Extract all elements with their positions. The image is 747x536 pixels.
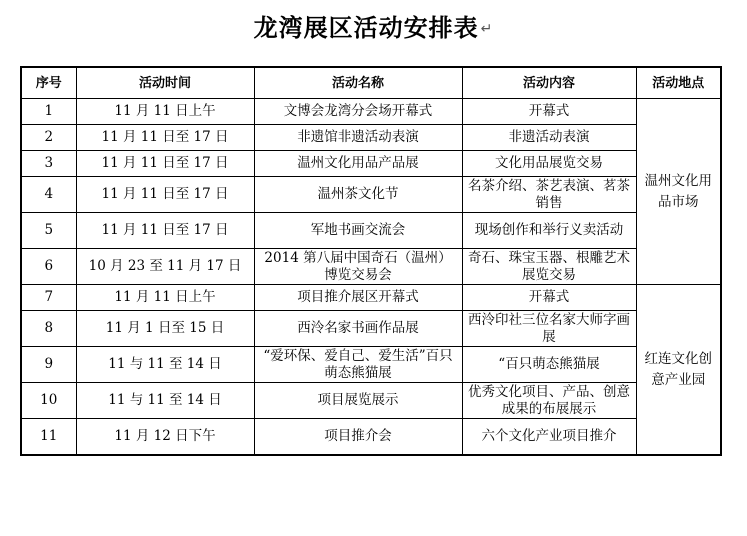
location-text: 红连文化创意产业园 <box>644 350 712 388</box>
header-content: 活动内容 <box>462 67 636 99</box>
table-row <box>21 151 721 177</box>
cell-time: 11 月 11 日至 17 日 <box>76 177 254 213</box>
cell-content: 现场创作和举行义卖活动 <box>462 213 636 249</box>
cell-no: 4 <box>21 177 76 213</box>
location-text: 温州文化用品市场 <box>644 172 712 210</box>
cell-content: 六个文化产业项目推介 <box>462 419 636 456</box>
cell-no: 7 <box>21 285 76 311</box>
header-name: 活动名称 <box>254 67 462 99</box>
table-row <box>21 285 721 311</box>
cell-no: 8 <box>21 311 76 347</box>
title-text: 龙湾展区活动安排表 <box>253 14 479 42</box>
cell-time: 11 月 12 日下午 <box>76 419 254 456</box>
table-row <box>21 347 721 383</box>
cell-no: 10 <box>21 383 76 419</box>
cell-time: 11 与 11 至 14 日 <box>76 347 254 383</box>
cell-content: 开幕式 <box>462 285 636 311</box>
cell-name: 项目推介会 <box>254 419 462 456</box>
cell-time: 11 月 11 日上午 <box>76 99 254 125</box>
cell-content: 文化用品展览交易 <box>462 151 636 177</box>
activity-table <box>20 66 722 456</box>
cell-name: “爱环保、爱自己、爱生活”百只萌态熊猫展 <box>254 347 462 383</box>
header-location: 活动地点 <box>636 67 721 99</box>
cell-content: 非遗活动表演 <box>462 125 636 151</box>
table-row <box>21 99 721 125</box>
header-row <box>21 67 721 99</box>
cell-name: 文博会龙湾分会场开幕式 <box>254 99 462 125</box>
table-row <box>21 383 721 419</box>
cell-content: “百只萌态熊猫展 <box>462 347 636 383</box>
cell-no: 5 <box>21 213 76 249</box>
cell-content: 西泠印社三位名家大师字画展 <box>462 311 636 347</box>
paragraph-mark: ↵ <box>480 21 494 37</box>
table-row <box>21 419 721 456</box>
cell-no: 11 <box>21 419 76 456</box>
cell-no: 3 <box>21 151 76 177</box>
cell-no: 6 <box>21 249 76 285</box>
cell-time: 11 与 11 至 14 日 <box>76 383 254 419</box>
cell-no: 1 <box>21 99 76 125</box>
table-row <box>21 125 721 151</box>
cell-location <box>636 285 721 456</box>
cell-name: 项目展览展示 <box>254 383 462 419</box>
cell-name: 军地书画交流会 <box>254 213 462 249</box>
cell-no: 2 <box>21 125 76 151</box>
cell-content: 名茶介绍、茶艺表演、茗茶销售 <box>462 177 636 213</box>
cell-time: 11 月 11 日至 17 日 <box>76 213 254 249</box>
cell-name: 西泠名家书画作品展 <box>254 311 462 347</box>
cell-location <box>636 99 721 285</box>
cell-name: 2014 第八届中国奇石（温州）博览交易会 <box>254 249 462 285</box>
table-row <box>21 213 721 249</box>
cell-content: 开幕式 <box>462 99 636 125</box>
page-title <box>0 10 747 47</box>
table-row <box>21 249 721 285</box>
cell-name: 温州文化用品产品展 <box>254 151 462 177</box>
header-time: 活动时间 <box>76 67 254 99</box>
cell-content: 优秀文化项目、产品、创意成果的布展展示 <box>462 383 636 419</box>
header-no: 序号 <box>21 67 76 99</box>
cell-name: 非遗馆非遗活动表演 <box>254 125 462 151</box>
cell-time: 11 月 11 日至 17 日 <box>76 151 254 177</box>
table-row <box>21 311 721 347</box>
cell-no: 9 <box>21 347 76 383</box>
cell-name: 项目推介展区开幕式 <box>254 285 462 311</box>
cell-time: 11 月 1 日至 15 日 <box>76 311 254 347</box>
cell-time: 10 月 23 至 11 月 17 日 <box>76 249 254 285</box>
table-row <box>21 177 721 213</box>
cell-time: 11 月 11 日上午 <box>76 285 254 311</box>
cell-time: 11 月 11 日至 17 日 <box>76 125 254 151</box>
cell-name: 温州茶文化节 <box>254 177 462 213</box>
cell-content: 奇石、珠宝玉器、根雕艺术展览交易 <box>462 249 636 285</box>
